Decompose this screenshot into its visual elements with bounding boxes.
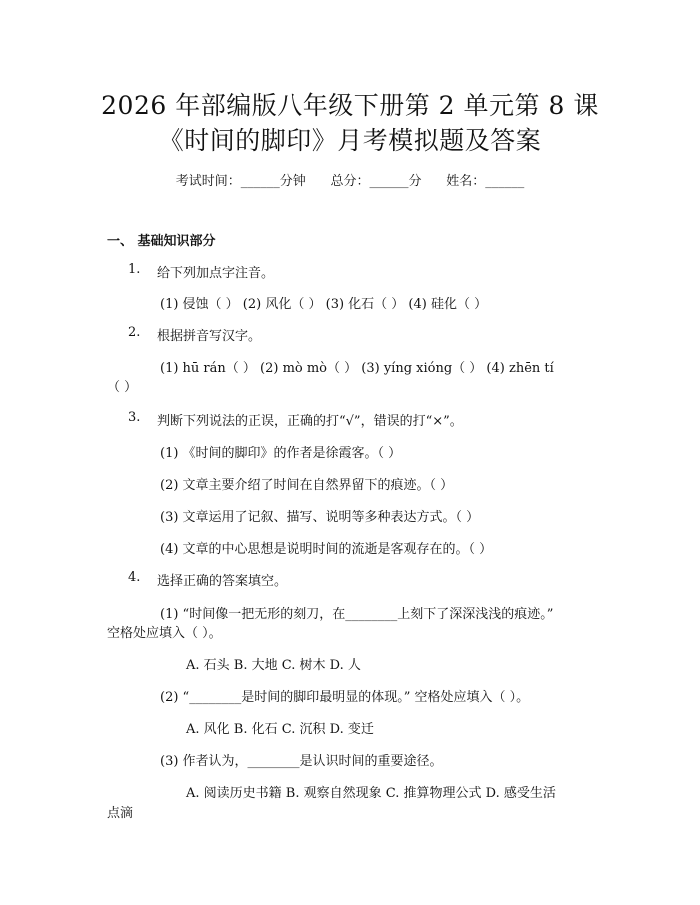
q3-statement-2: (2) 文章主要介绍了时间在自然界留下的痕迹。（ ） [160,478,454,493]
q3-statement-1: (1) 《时间的脚印》的作者是徐霞客。（ ） [160,446,402,461]
section-heading: 一、 基础知识部分 [107,234,216,249]
q2-items-line2: （ ） [107,380,138,395]
q4-number: 4. [128,570,141,585]
q3-number: 3. [128,410,141,425]
q4-part1-line2: 空格处应填入（ ）。 [107,626,222,641]
q4-part3-options-line1: A. 阅读历史书籍 B. 观察自然现象 C. 推算物理公式 D. 感受生活 [186,786,556,801]
q4-part1-options: A. 石头 B. 大地 C. 树木 D. 人 [186,658,361,673]
q3-statement-4: (4) 文章的中心思想是说明时间的流逝是客观存在的。（ ） [160,542,493,557]
q2-items-line1: (1) hū rán（ ） (2) mò mò（ ） (3) yíng xióng（ ） (4) zhēn tí [160,361,554,376]
q4-part3-options-line2: 点滴 [107,806,134,821]
q1-items: (1) 侵蚀（ ） (2) 风化（ ） (3) 化石（ ） (4) 硅化（ ） [160,297,488,312]
title-line-1: 2026 年部编版八年级下册第 2 单元第 8 课 [101,91,599,120]
q1-number: 1. [128,262,141,277]
q2-number: 2. [128,325,141,340]
q4-part2-options: A. 风化 B. 化石 C. 沉积 D. 变迁 [186,722,374,737]
q4-part2-line: (2) “________是时间的脚印最明显的体现。” 空格处应填入（ ）。 [160,690,530,705]
q1-text: 给下列加点字注音。 [157,266,275,281]
q3-statement-3: (3) 文章运用了记叙、描写、说明等多种表达方式。（ ） [160,510,480,525]
q4-text: 选择正确的答案填空。 [157,574,288,589]
q3-text: 判断下列说法的正误，正确的打“√”，错误的打“×”。 [157,414,463,429]
q2-text: 根据拼音写汉字。 [157,329,262,344]
title-line-2: 《时间的脚印》月考模拟题及答案 [158,126,542,155]
q4-part1-line1: (1) “时间像一把无形的刻刀，在________上刻下了深深浅浅的痕迹。” [160,607,554,622]
q4-part3-line: (3) 作者认为，________是认识时间的重要途径。 [160,754,443,769]
exam-info-line: 考试时间：______分钟 总分：______分 姓名：______ [175,174,525,189]
